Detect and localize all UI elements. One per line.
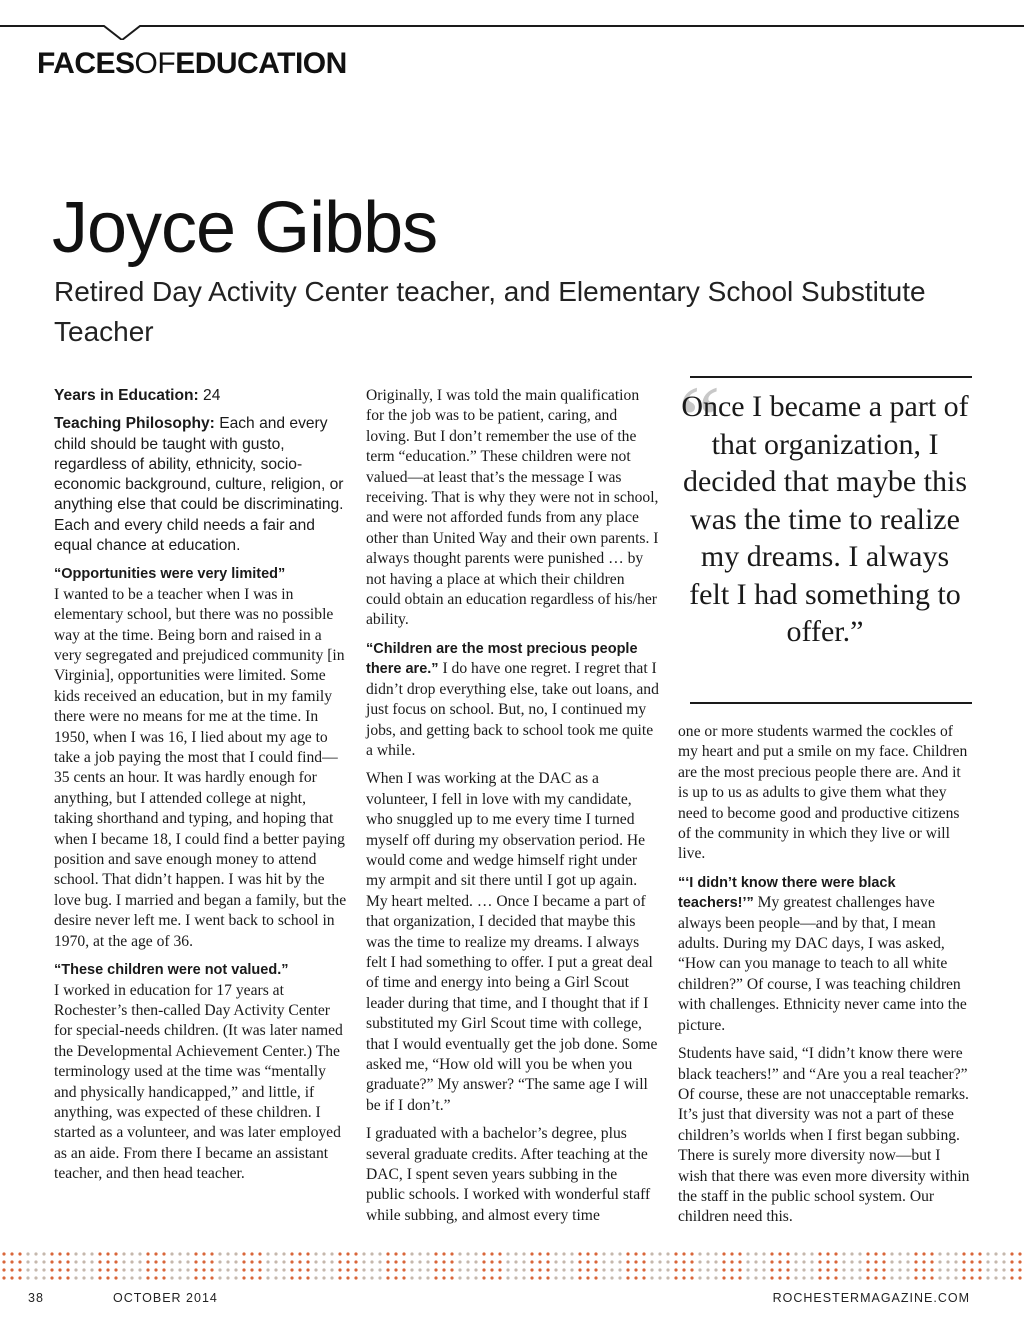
subhead-most-precious: “Children are the most precious people there are.” [366,640,638,678]
paragraph-4: I do have one regret. I regret that I didn’t drop everything else, take out loans, and just focus on school. But, no, I continued my jobs, and getting back to school took me quite a while. [366,660,659,759]
years-label: Years in Education: [54,387,199,404]
paragraph-8: My greatest challenges have always been people—and by that, I mean adults. During my DAC days, I was asked, “How can you manage to teach to all white children?” Of course, I was teaching children with challenges. Ethnicity never came into the picture. [678,894,967,1034]
paragraph-2: I worked in education for 17 years at Rochester’s then-called Day Activity Center for special-needs children. (It was later named the Developmental Achievement Center.) The terminology used at the time was “mentally and physically handicapped,” and little, if anything, was expected of these children. I started as a volunteer, and was later employed as an aide. From there I became an assistant teacher, and then head teacher. [54,981,343,1183]
years-in-education [54,386,348,406]
paragraph-9: Students have said, “I didn’t know there were black teachers!” and “Are you a real teacher?” Of course, these are not unacceptable remarks. It’s just that diversity was not a part of these children’s worlds when I first began subbing. There is surely more diversity now—but I wish that there was even more diversity within the staff in the public school system. Our children need this. [678,1045,970,1226]
quote-mark-icon: “ [678,366,721,473]
paragraph-7: one or more students warmed the cockles of my heart and put a smile on my face. Children are the most precious people there are. And it is up to us as adults to give them what they need to become good and productive citizens of the community in which they live or will live. [678,723,968,863]
magazine-website: ROCHESTERMAGAZINE.COM [772,1291,970,1305]
section-title-faces: FACES [37,47,135,80]
article-column-2 [366,386,660,1234]
paragraph-8-wrap [678,873,972,1036]
pull-quote-text: Once I became a part of that organization, I decided that maybe this was the time to realize my dreams. I always felt I had something to offer.” [681,390,969,648]
pull-quote-bottom-rule [690,702,972,704]
subhead-not-valued: “These children were not valued.” [54,962,289,979]
article-column-1 [54,386,348,1193]
paragraph-5: When I was working at the DAC as a volunteer, I fell in love with my candidate, who snuggled up to me every time I turned myself off during my observation period. He would come and wedge himself right under my armpit and sit there until I got up again. My heart melted. … Once I became a part of that organization, I decided that maybe this was the time to realize my dreams. I always felt I had something to offer. I put a great deal of time and energy into being a Girl Scout leader during that time, and I thought that if I substituted my Girl Scout time with college, that I would eventually get the job done. Some asked me, “How old will you be when you graduate?” My answer? “The same age I will be if I don’t.” [366,770,658,1114]
subhead-opportunities: “Opportunities were very limited” [54,566,286,583]
profile-name: Joyce Gibbs [52,188,438,268]
years-value: 24 [198,387,221,404]
section-title-of: OF [134,47,176,80]
paragraph-1: I wanted to be a teacher when I was in elementary school, but there was no possible way at the time. Being born and raised in a very segregated and prejudiced community [in Virginia], opportunities were limited. Some kids received an education, but in my family there were no means for me at the time. In 1950, when I was 16, I lied about my age to take a job paying the most that I could find—35 cents an hour. It was hardly enough for anything, but I attended college at night, taking shorthand and typing, and hoping that when I became 18, I could find a better paying position and save enough money to attend school. That didn’t happen. I was hit by the love bug. I married and began a family, but the desire never left me. I went back to school in 1970, at the age of 36. [54,585,347,950]
paragraph-4-wrap [366,639,660,761]
dotted-border [0,1250,1024,1282]
subhead-black-teachers: “‘I didn’t know there were black teachers!’” [678,874,896,912]
article-column-3 [678,722,972,1236]
section-title-education: EDUCATION [175,47,347,80]
paragraph-3: Originally, I was told the main qualification for the job was to be patient, caring, and loving. But I don’t remember the use of the term “education.” These children were not valued—at least that’s the message I was receiving. That is why they were not in school, and were not afforded funds from any place other than United Way and their own parents. I always thought parents were punished … by not having a place at which their children could obtain an education regardless of his/her ability. [366,387,659,629]
page-number: 38 [28,1291,44,1305]
philosophy-text: Each and every child should be taught with gusto, regardless of ability, ethnicity, socio-economic background, culture, religion, or anything else that could be discriminating. Each and every child needs a fair and equal chance at education. [54,415,344,555]
header-divider-line [0,0,1024,40]
section-title [37,47,347,81]
paragraph-6: I graduated with a bachelor’s degree, plus several graduate credits. After teaching at the DAC, I spent seven years subbing in the public schools. I worked with wonderful staff while subbing, and almost every time [366,1125,651,1224]
pull-quote [678,366,972,708]
profile-role: Retired Day Activity Center teacher, and Elementary School Substitute Teacher [54,276,926,347]
teaching-philosophy [54,414,348,556]
philosophy-label: Teaching Philosophy: [54,415,215,433]
issue-date: OCTOBER 2014 [113,1291,218,1305]
pull-quote-top-rule [690,376,972,378]
